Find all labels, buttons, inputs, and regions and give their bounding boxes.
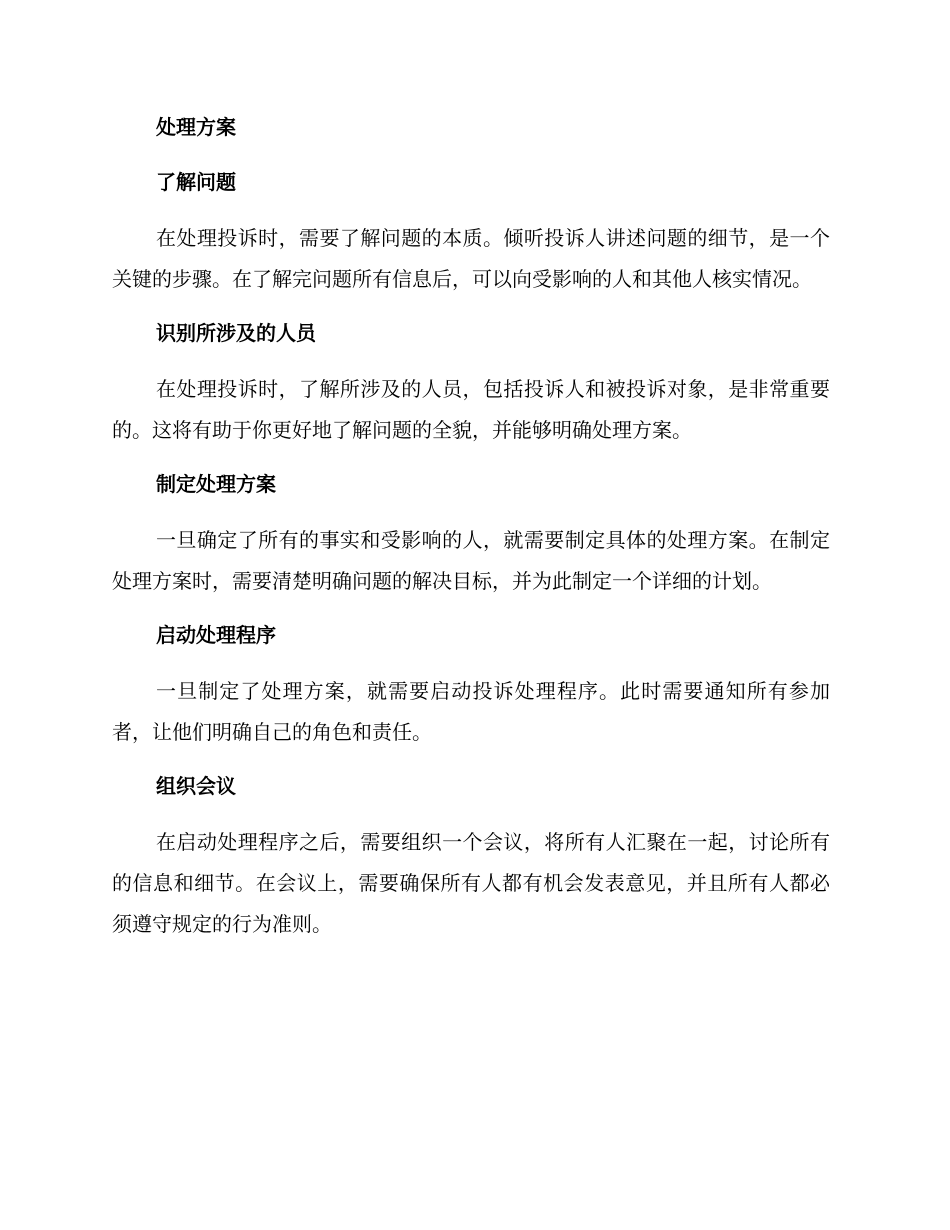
section-heading: 组织会议 xyxy=(156,774,236,798)
section-heading: 了解问题 xyxy=(156,170,236,194)
document-page xyxy=(112,108,830,959)
section-paragraph: 在处理投诉时，需要了解问题的本质。倾听投诉人讲述问题的细节，是一个关键的步骤。在了解完问题所有信息后，可以向受影响的人和其他人核实情况。 xyxy=(112,226,830,291)
section-heading: 识别所涉及的人员 xyxy=(156,321,316,345)
section-heading: 制定处理方案 xyxy=(156,472,276,496)
document-title: 处理方案 xyxy=(156,115,236,139)
section-heading: 启动处理程序 xyxy=(156,623,276,647)
section-paragraph: 在处理投诉时，了解所涉及的人员，包括投诉人和被投诉对象，是非常重要的。这将有助于你更好地了解问题的全貌，并能够明确处理方案。 xyxy=(112,377,830,442)
section-paragraph: 一旦确定了所有的事实和受影响的人，就需要制定具体的处理方案。在制定处理方案时，需要清楚明确问题的解决目标，并为此制定一个详细的计划。 xyxy=(112,528,830,593)
section-paragraph: 一旦制定了处理方案，就需要启动投诉处理程序。此时需要通知所有参加者，让他们明确自己的角色和责任。 xyxy=(112,679,830,744)
section-paragraph: 在启动处理程序之后，需要组织一个会议，将所有人汇聚在一起，讨论所有的信息和细节。在会议上，需要确保所有人都有机会发表意见，并且所有人都必须遵守规定的行为准则。 xyxy=(112,830,830,936)
